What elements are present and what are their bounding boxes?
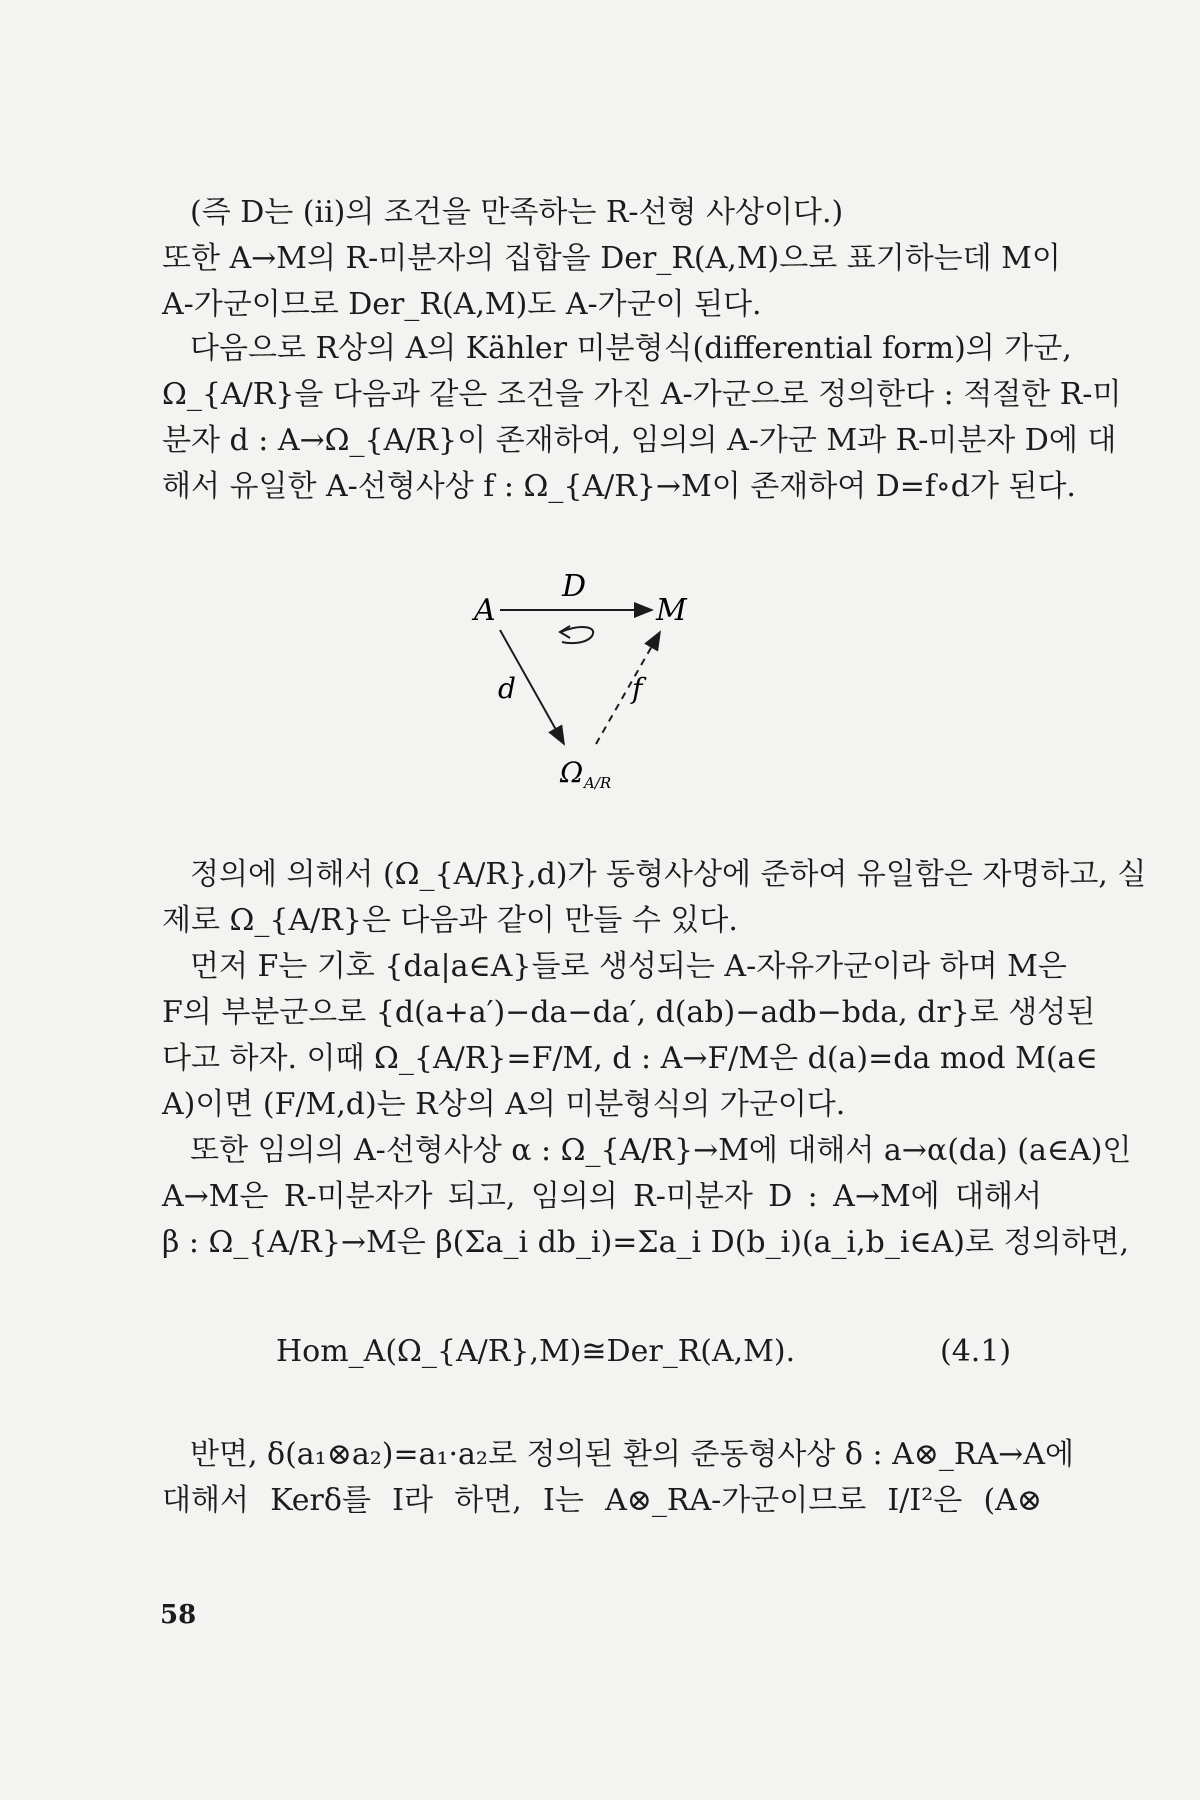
node-omega-subscript: A/R bbox=[584, 774, 612, 792]
arrow-d-label: D bbox=[562, 569, 587, 604]
text-line: Ω_{A/R}을 다음과 같은 조건을 가진 A-가군으로 정의한다 : 적절한 R-미 bbox=[162, 377, 1122, 412]
text-line: 또한 A→M의 R-미분자의 집합을 Der_R(A,M)으로 표기하는데 M이 bbox=[162, 241, 1061, 276]
text-line: 정의에 의해서 (Ω_{A/R},d)가 동형사상에 준하여 유일함은 자명하고, 실 bbox=[190, 857, 1147, 892]
text-line: 반면, δ(a₁⊗a₂)=a₁·a₂로 정의된 환의 준동형사상 δ : A⊗_RA→A에 bbox=[190, 1437, 1074, 1472]
text-line: 대해서 Kerδ를 I라 하면, I는 A⊗_RA-가군이므로 I/I²은 (A⊗ bbox=[162, 1483, 1042, 1518]
text-line: 분자 d : A→Ω_{A/R}이 존재하여, 임의의 A-가군 M과 R-미분자 D에 대 bbox=[162, 423, 1117, 458]
text-line: β : Ω_{A/R}→M은 β(Σa_i db_i)=Σa_i D(b_i)(a_i,b_i∈A)로 정의하면, bbox=[162, 1225, 1129, 1260]
text-line: 먼저 F는 기호 {da|a∈A}들로 생성되는 A-자유가군이라 하며 M은 bbox=[190, 949, 1067, 984]
text-line: 해서 유일한 A-선형사상 f : Ω_{A/R}→M이 존재하여 D=f∘d가 된다. bbox=[162, 469, 1076, 504]
commute-loop-icon bbox=[560, 626, 593, 643]
node-m: M bbox=[656, 593, 687, 628]
text-line: A-가군이므로 Der_R(A,M)도 A-가군이 된다. bbox=[162, 287, 762, 322]
arrow-f-dashed bbox=[596, 632, 660, 744]
arrow-f-label: f bbox=[632, 672, 643, 705]
arrow-d-small-label: d bbox=[498, 672, 516, 705]
node-a: A bbox=[474, 593, 496, 628]
text-line: A)이면 (F/M,d)는 R상의 A의 미분형식의 가군이다. bbox=[162, 1087, 846, 1122]
text-line: F의 부분군으로 {d(a+a′)−da−da′, d(ab)−adb−bda, dr}로 생성된 bbox=[162, 995, 1096, 1030]
node-omega: Ω bbox=[560, 756, 584, 789]
text-line: 또한 임의의 A-선형사상 α : Ω_{A/R}→M에 대해서 a→α(da) (a∈A)인 bbox=[190, 1133, 1132, 1168]
text-line: 제로 Ω_{A/R}은 다음과 같이 만들 수 있다. bbox=[162, 903, 738, 938]
page-number: 58 bbox=[160, 1600, 197, 1630]
equation-number: (4.1) bbox=[940, 1334, 1012, 1369]
commutative-diagram bbox=[430, 560, 750, 800]
equation: Hom_A(Ω_{A/R},M)≅Der_R(A,M). bbox=[276, 1334, 796, 1369]
text-line: 다고 하자. 이때 Ω_{A/R}=F/M, d : A→F/M은 d(a)=da mod M(a∈ bbox=[162, 1041, 1098, 1076]
text-line: A→M은 R-미분자가 되고, 임의의 R-미분자 D : A→M에 대해서 bbox=[162, 1179, 1042, 1214]
text-line: 다음으로 R상의 A의 Kähler 미분형식(differential form)의 가군, bbox=[190, 331, 1072, 366]
text-line: (즉 D는 (ii)의 조건을 만족하는 R-선형 사상이다.) bbox=[190, 195, 844, 230]
